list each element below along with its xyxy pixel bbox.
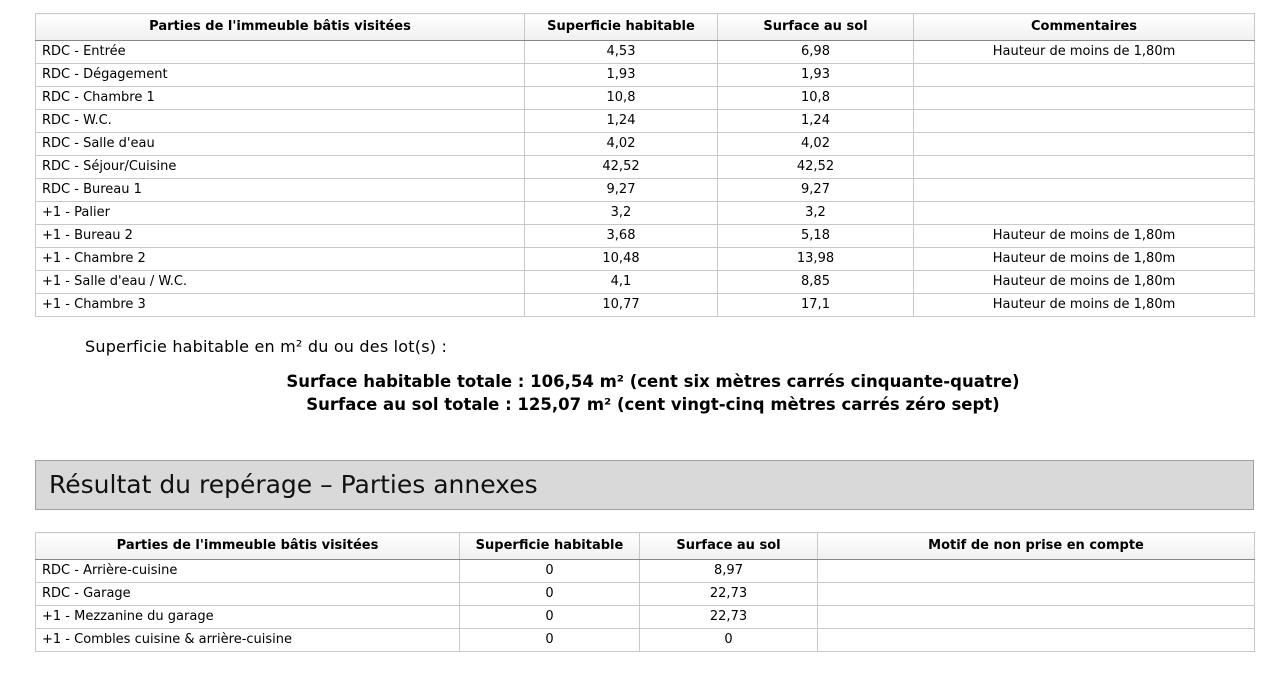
row-superficie: 10,8 bbox=[525, 87, 718, 110]
row-commentaire bbox=[914, 133, 1255, 156]
table-row bbox=[36, 156, 1255, 179]
row-partie: RDC - Entrée bbox=[36, 41, 525, 64]
row-surface-sol: 22,73 bbox=[640, 583, 818, 606]
table-row bbox=[36, 606, 1255, 629]
summary-intro: Superficie habitable en m² du ou des lot(s) : bbox=[85, 337, 448, 356]
table-row bbox=[36, 110, 1255, 133]
table-row bbox=[36, 271, 1255, 294]
row-commentaire: Hauteur de moins de 1,80m bbox=[914, 294, 1255, 317]
row-partie: +1 - Combles cuisine & arrière-cuisine bbox=[36, 629, 460, 652]
row-superficie: 9,27 bbox=[525, 179, 718, 202]
row-motif bbox=[818, 629, 1255, 652]
row-commentaire bbox=[914, 64, 1255, 87]
row-partie: RDC - Dégagement bbox=[36, 64, 525, 87]
table-row bbox=[36, 133, 1255, 156]
row-motif bbox=[818, 560, 1255, 583]
header-commentaires: Commentaires bbox=[914, 14, 1255, 41]
table-row bbox=[36, 87, 1255, 110]
row-partie: RDC - Chambre 1 bbox=[36, 87, 525, 110]
row-superficie: 42,52 bbox=[525, 156, 718, 179]
row-surface-sol: 13,98 bbox=[718, 248, 914, 271]
row-commentaire bbox=[914, 110, 1255, 133]
total-habitable: Surface habitable totale : 106,54 m² (cent six mètres carrés cinquante-quatre) bbox=[286, 372, 1020, 391]
row-motif bbox=[818, 583, 1255, 606]
row-superficie: 3,2 bbox=[525, 202, 718, 225]
table-row bbox=[36, 560, 1255, 583]
row-partie: +1 - Mezzanine du garage bbox=[36, 606, 460, 629]
table-row bbox=[36, 202, 1255, 225]
row-motif bbox=[818, 606, 1255, 629]
table-row bbox=[36, 629, 1255, 652]
table-row bbox=[36, 294, 1255, 317]
main-surface-table bbox=[35, 13, 1255, 317]
row-superficie: 3,68 bbox=[525, 225, 718, 248]
row-partie: +1 - Salle d'eau / W.C. bbox=[36, 271, 525, 294]
row-commentaire: Hauteur de moins de 1,80m bbox=[914, 248, 1255, 271]
row-commentaire: Hauteur de moins de 1,80m bbox=[914, 41, 1255, 64]
table-row bbox=[36, 179, 1255, 202]
row-commentaire bbox=[914, 87, 1255, 110]
row-superficie: 0 bbox=[460, 583, 640, 606]
table-row bbox=[36, 41, 1255, 64]
row-surface-sol: 3,2 bbox=[718, 202, 914, 225]
row-superficie: 4,53 bbox=[525, 41, 718, 64]
row-surface-sol: 22,73 bbox=[640, 606, 818, 629]
row-partie: RDC - Bureau 1 bbox=[36, 179, 525, 202]
row-partie: RDC - Arrière-cuisine bbox=[36, 560, 460, 583]
row-partie: RDC - Salle d'eau bbox=[36, 133, 525, 156]
header-motif: Motif de non prise en compte bbox=[818, 533, 1255, 560]
row-commentaire: Hauteur de moins de 1,80m bbox=[914, 225, 1255, 248]
header-surface-sol: Surface au sol bbox=[640, 533, 818, 560]
header-superficie-habitable: Superficie habitable bbox=[460, 533, 640, 560]
row-superficie: 10,48 bbox=[525, 248, 718, 271]
row-superficie: 0 bbox=[460, 606, 640, 629]
row-partie: +1 - Chambre 2 bbox=[36, 248, 525, 271]
section-title: Résultat du repérage – Parties annexes bbox=[49, 470, 538, 499]
row-superficie: 0 bbox=[460, 560, 640, 583]
row-superficie: 0 bbox=[460, 629, 640, 652]
row-superficie: 4,1 bbox=[525, 271, 718, 294]
row-surface-sol: 6,98 bbox=[718, 41, 914, 64]
table-row bbox=[36, 225, 1255, 248]
row-commentaire: Hauteur de moins de 1,80m bbox=[914, 271, 1255, 294]
row-surface-sol: 4,02 bbox=[718, 133, 914, 156]
row-superficie: 1,93 bbox=[525, 64, 718, 87]
row-commentaire bbox=[914, 179, 1255, 202]
row-partie: RDC - Garage bbox=[36, 583, 460, 606]
row-partie: +1 - Chambre 3 bbox=[36, 294, 525, 317]
row-superficie: 1,24 bbox=[525, 110, 718, 133]
row-commentaire bbox=[914, 156, 1255, 179]
row-commentaire bbox=[914, 202, 1255, 225]
row-surface-sol: 42,52 bbox=[718, 156, 914, 179]
row-surface-sol: 10,8 bbox=[718, 87, 914, 110]
table-row bbox=[36, 64, 1255, 87]
total-sol: Surface au sol totale : 125,07 m² (cent vingt-cinq mètres carrés zéro sept) bbox=[306, 395, 1000, 414]
header-parties: Parties de l'immeuble bâtis visitées bbox=[36, 14, 525, 41]
row-surface-sol: 8,97 bbox=[640, 560, 818, 583]
row-surface-sol: 1,93 bbox=[718, 64, 914, 87]
table-row bbox=[36, 248, 1255, 271]
header-parties: Parties de l'immeuble bâtis visitées bbox=[36, 533, 460, 560]
row-superficie: 10,77 bbox=[525, 294, 718, 317]
row-surface-sol: 9,27 bbox=[718, 179, 914, 202]
row-surface-sol: 0 bbox=[640, 629, 818, 652]
annex-table-header bbox=[36, 533, 1255, 560]
row-surface-sol: 17,1 bbox=[718, 294, 914, 317]
row-partie: RDC - W.C. bbox=[36, 110, 525, 133]
row-partie: +1 - Bureau 2 bbox=[36, 225, 525, 248]
header-surface-sol: Surface au sol bbox=[718, 14, 914, 41]
section-header-annexes bbox=[35, 460, 1254, 510]
annex-surface-table bbox=[35, 532, 1255, 652]
row-surface-sol: 8,85 bbox=[718, 271, 914, 294]
row-superficie: 4,02 bbox=[525, 133, 718, 156]
header-superficie-habitable: Superficie habitable bbox=[525, 14, 718, 41]
row-partie: +1 - Palier bbox=[36, 202, 525, 225]
row-partie: RDC - Séjour/Cuisine bbox=[36, 156, 525, 179]
table-row bbox=[36, 583, 1255, 606]
row-surface-sol: 5,18 bbox=[718, 225, 914, 248]
row-surface-sol: 1,24 bbox=[718, 110, 914, 133]
main-table-header bbox=[36, 14, 1255, 41]
